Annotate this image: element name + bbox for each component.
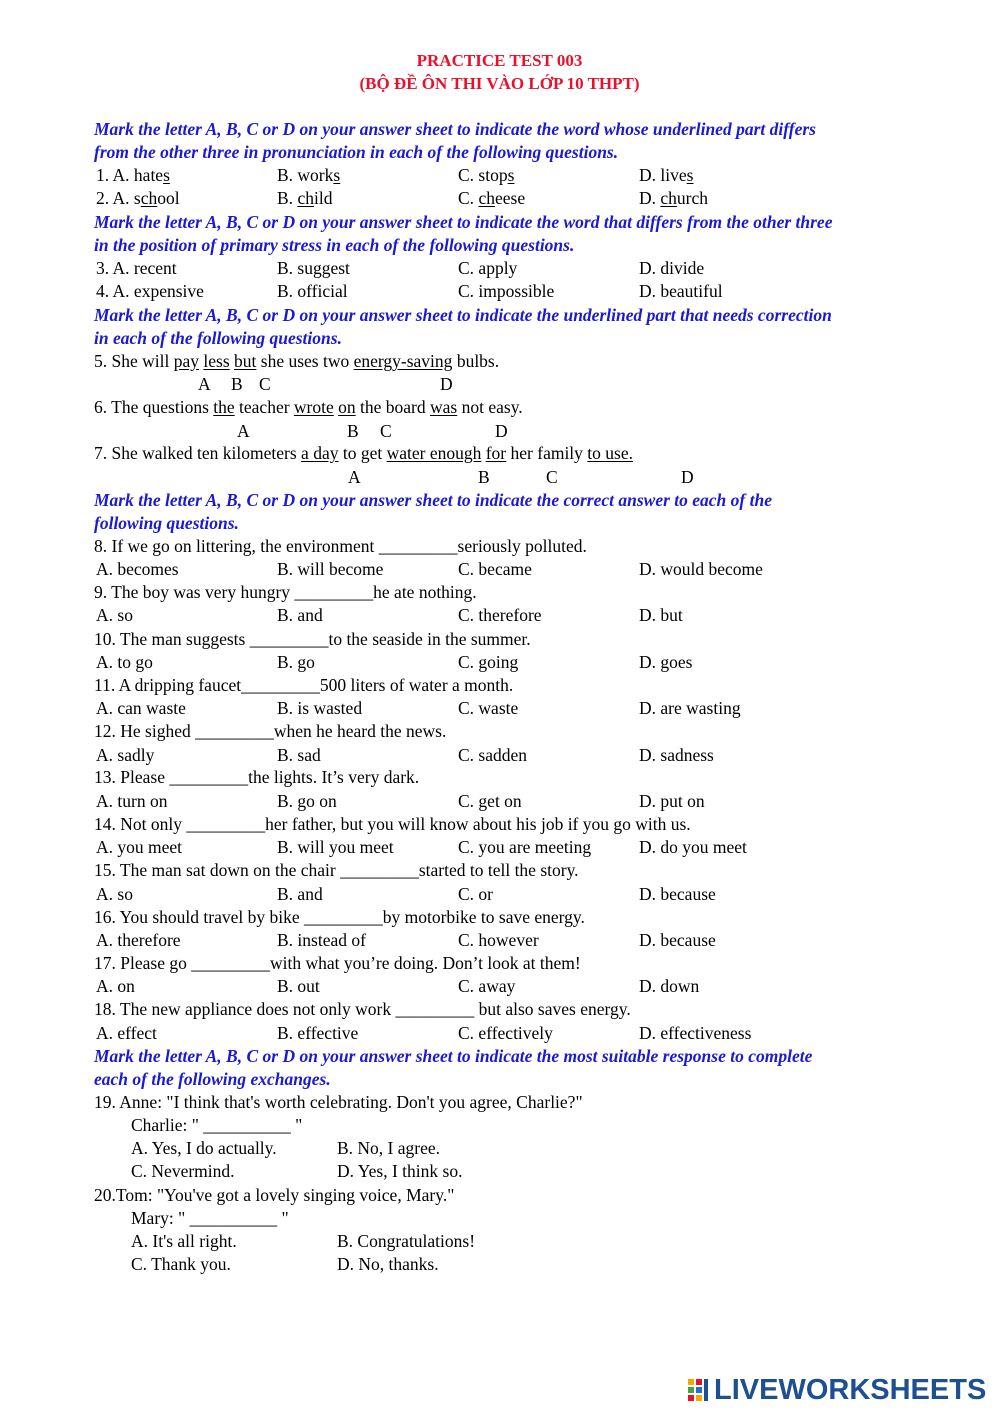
liveworksheets-logo[interactable]	[688, 1373, 986, 1407]
q19-option-a[interactable]: A. Yes, I do actually.	[131, 1138, 277, 1158]
q4-option-a[interactable]: 4. A. expensive	[96, 281, 204, 301]
q8-option-c[interactable]: C. became	[458, 559, 532, 579]
q13-option-c[interactable]: C. get on	[458, 791, 522, 811]
q5-label-d: D	[440, 374, 453, 394]
q6-label-b: B	[347, 421, 359, 441]
q3-option-c[interactable]: C. apply	[458, 258, 518, 278]
q10-option-d[interactable]: D. goes	[639, 652, 693, 672]
q15-stem: 15. The man sat down on the chair _________started to tell the story.	[94, 860, 579, 880]
q1-option-c[interactable]: C. stops	[458, 165, 515, 185]
q4-option-d[interactable]: D. beautiful	[639, 281, 723, 301]
q13-option-d[interactable]: D. put on	[639, 791, 705, 811]
q13-option-b[interactable]: B. go on	[277, 791, 337, 811]
q7-part-a[interactable]: a day	[301, 443, 339, 463]
q2-option-d[interactable]: D. church	[639, 188, 709, 208]
q15-option-d[interactable]: D. because	[639, 884, 716, 904]
q7-label-b: B	[478, 467, 490, 487]
q14-option-a[interactable]: A. you meet	[96, 837, 183, 857]
q20-stem: 20.Tom: "You've got a lovely singing voice, Mary."	[94, 1185, 455, 1205]
q3-option-d[interactable]: D. divide	[639, 258, 705, 278]
q9-stem: 9. The boy was very hungry _________he ate nothing.	[94, 582, 477, 602]
q9-option-b[interactable]: B. and	[277, 605, 323, 625]
q17-option-c[interactable]: C. away	[458, 976, 516, 996]
instruction-correction-2: in each of the following questions.	[94, 328, 342, 348]
q11-option-c[interactable]: C. waste	[458, 698, 519, 718]
q16-option-c[interactable]: C. however	[458, 930, 539, 950]
q1-option-a[interactable]: 1. A. hates	[96, 165, 170, 185]
q7-sentence: 7. She walked ten kilometers a day to get water enough for her family to use.	[94, 443, 633, 463]
q12-stem: 12. He sighed _________when he heard the news.	[94, 721, 447, 741]
q16-option-b[interactable]: B. instead of	[277, 930, 366, 950]
q11-option-d[interactable]: D. are wasting	[639, 698, 741, 718]
q6-part-d[interactable]: was	[430, 397, 458, 417]
q11-option-a[interactable]: A. can waste	[96, 698, 186, 718]
q12-option-b[interactable]: B. sad	[277, 745, 321, 765]
q13-option-a[interactable]: A. turn on	[96, 791, 168, 811]
q8-option-d[interactable]: D. would become	[639, 559, 763, 579]
q14-option-d[interactable]: D. do you meet	[639, 837, 747, 857]
instruction-response-1: Mark the letter A, B, C or D on your answer sheet to indicate the most suitable response to complete	[94, 1046, 813, 1066]
q2-option-a[interactable]: 2. A. school	[96, 188, 180, 208]
q2-option-b[interactable]: B. child	[277, 188, 333, 208]
q13-stem: 13. Please _________the lights. It’s very dark.	[94, 767, 420, 787]
q16-stem: 16. You should travel by bike _________by motorbike to save energy.	[94, 907, 585, 927]
q15-option-c[interactable]: C. or	[458, 884, 493, 904]
q17-option-b[interactable]: B. out	[277, 976, 320, 996]
q18-option-b[interactable]: B. effective	[277, 1023, 359, 1043]
q19-option-d[interactable]: D. Yes, I think so.	[337, 1161, 463, 1181]
q8-stem: 8. If we go on littering, the environment _________seriously polluted.	[94, 536, 587, 556]
q9-option-a[interactable]: A. so	[96, 605, 133, 625]
q5-label-a: A	[198, 374, 211, 394]
q6-label-c: C	[380, 421, 392, 441]
q19-stem: 19. Anne: "I think that's worth celebrating. Don't you agree, Charlie?"	[94, 1092, 583, 1112]
q14-option-c[interactable]: C. you are meeting	[458, 837, 592, 857]
q5-label-b: B	[231, 374, 243, 394]
q19-option-c[interactable]: C. Nevermind.	[131, 1161, 235, 1181]
q10-stem: 10. The man suggests _________to the seaside in the summer.	[94, 629, 531, 649]
q7-part-c[interactable]: for	[485, 443, 507, 463]
instruction-correction-1: Mark the letter A, B, C or D on your answer sheet to indicate the underlined part that needs correction	[94, 305, 832, 325]
q6-label-d: D	[495, 421, 508, 441]
q19-reply: Charlie: " __________ "	[131, 1115, 303, 1135]
q9-option-d[interactable]: D. but	[639, 605, 683, 625]
q4-option-b[interactable]: B. official	[277, 281, 348, 301]
q1-option-b[interactable]: B. works	[277, 165, 341, 185]
q14-option-b[interactable]: B. will you meet	[277, 837, 394, 857]
q5-sentence: 5. She will pay less but she uses two energy-saving bulbs.	[94, 351, 500, 371]
q9-option-c[interactable]: C. therefore	[458, 605, 542, 625]
q6-part-a[interactable]: the	[213, 397, 235, 417]
q2-option-c[interactable]: C. cheese	[458, 188, 526, 208]
q4-option-c[interactable]: C. impossible	[458, 281, 555, 301]
q7-label-c: C	[546, 467, 558, 487]
q10-option-c[interactable]: C. going	[458, 652, 519, 672]
q16-option-a[interactable]: A. therefore	[96, 930, 181, 950]
instruction-pronunciation-2: from the other three in pronunciation in each of the following questions.	[94, 142, 619, 162]
q18-option-d[interactable]: D. effectiveness	[639, 1023, 752, 1043]
q10-option-a[interactable]: A. to go	[96, 652, 153, 672]
q20-reply: Mary: " __________ "	[131, 1208, 289, 1228]
instruction-correct-answer-2: following questions.	[94, 513, 239, 533]
instruction-stress-1: Mark the letter A, B, C or D on your answer sheet to indicate the word that differs from the other three	[94, 212, 833, 232]
q6-part-b[interactable]: wrote	[293, 397, 334, 417]
q10-option-b[interactable]: B. go	[277, 652, 315, 672]
liveworksheets-logo-text: LIVEWORKSHEETS	[714, 1373, 987, 1406]
q11-option-b[interactable]: B. is wasted	[277, 698, 363, 718]
q7-label-a: A	[348, 467, 361, 487]
q1-option-d[interactable]: D. lives	[639, 165, 694, 185]
q11-stem: 11. A dripping faucet_________500 liters of water a month.	[94, 675, 514, 695]
q3-option-a[interactable]: 3. A. recent	[96, 258, 177, 278]
q3-option-b[interactable]: B. suggest	[277, 258, 350, 278]
q18-stem: 18. The new appliance does not only work _________ but also saves energy.	[94, 999, 631, 1019]
q5-part-d[interactable]: energy-saving	[353, 351, 453, 371]
instruction-correct-answer-1: Mark the letter A, B, C or D on your answer sheet to indicate the correct answer to each of the	[94, 490, 772, 510]
liveworksheets-logo-icon	[688, 1377, 710, 1403]
instruction-response-2: each of the following exchanges.	[94, 1069, 331, 1089]
q6-label-a: A	[237, 421, 250, 441]
q16-option-d[interactable]: D. because	[639, 930, 716, 950]
q20-option-d[interactable]: D. No, thanks.	[337, 1254, 439, 1274]
q5-part-a[interactable]: pay	[173, 351, 200, 371]
q8-option-b[interactable]: B. will become	[277, 559, 384, 579]
q12-option-a[interactable]: A. sadly	[96, 745, 155, 765]
page-title: PRACTICE TEST 003	[416, 51, 583, 70]
q20-option-a[interactable]: A. It's all right.	[131, 1231, 237, 1251]
q7-part-d[interactable]: to use.	[587, 443, 633, 463]
q5-label-c: C	[259, 374, 271, 394]
q6-part-c[interactable]: on	[338, 397, 356, 417]
q17-option-a[interactable]: A. on	[96, 976, 135, 996]
q7-label-d: D	[681, 467, 694, 487]
q12-option-c[interactable]: C. sadden	[458, 745, 528, 765]
q6-sentence: 6. The questions the teacher wrote on the board was not easy.	[94, 397, 523, 417]
instruction-pronunciation-1: Mark the letter A, B, C or D on your answer sheet to indicate the word whose underlined part differs	[94, 119, 816, 139]
q8-option-a[interactable]: A. becomes	[96, 559, 179, 579]
q17-option-d[interactable]: D. down	[639, 976, 700, 996]
q17-stem: 17. Please go _________with what you’re doing. Don’t look at them!	[94, 953, 581, 973]
q14-stem: 14. Not only _________her father, but you will know about his job if you go with us.	[94, 814, 691, 834]
q5-part-b[interactable]: less	[203, 351, 230, 371]
q19-option-b[interactable]: B. No, I agree.	[337, 1138, 441, 1158]
q7-part-b[interactable]: water enough	[386, 443, 482, 463]
q18-option-c[interactable]: C. effectively	[458, 1023, 553, 1043]
q20-option-b[interactable]: B. Congratulations!	[337, 1231, 476, 1251]
q15-option-a[interactable]: A. so	[96, 884, 133, 904]
q15-option-b[interactable]: B. and	[277, 884, 323, 904]
q12-option-d[interactable]: D. sadness	[639, 745, 714, 765]
q18-option-a[interactable]: A. effect	[96, 1023, 157, 1043]
q20-option-c[interactable]: C. Thank you.	[131, 1254, 231, 1274]
page-subtitle: (BỘ ĐỀ ÔN THI VÀO LỚP 10 THPT)	[359, 74, 640, 93]
q5-part-c[interactable]: but	[234, 351, 257, 371]
instruction-stress-2: in the position of primary stress in each of the following questions.	[94, 235, 575, 255]
